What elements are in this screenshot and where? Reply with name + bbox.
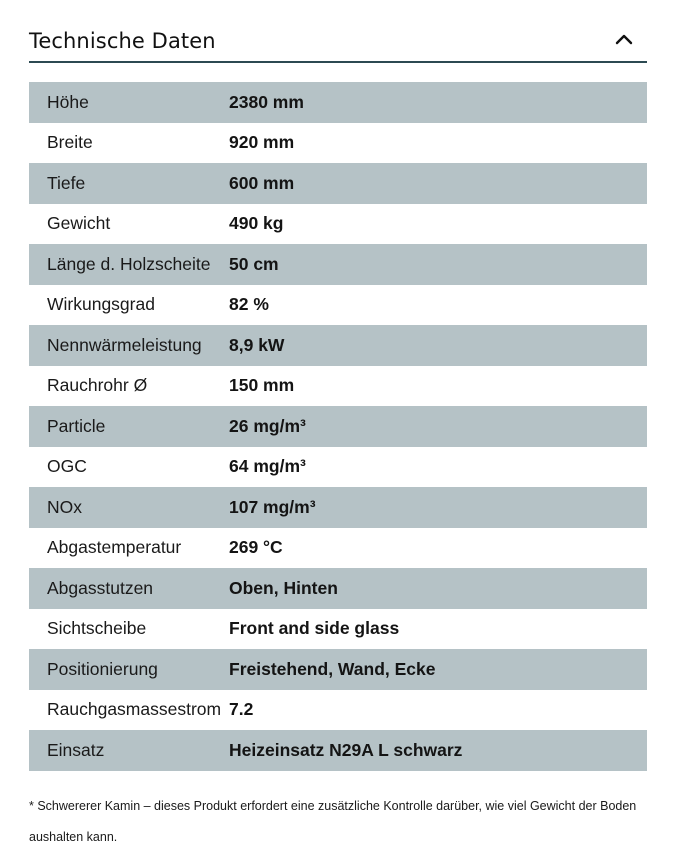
spec-value: 2380 mm (229, 91, 304, 112)
spec-row (29, 123, 647, 164)
footnote: * Schwererer Kamin – dieses Produkt erfordert eine zusätzliche Kontrolle darüber, wie viel Gewicht der Boden aushalten kann. (29, 798, 637, 844)
spec-label: Einsatz (47, 739, 105, 760)
spec-row (29, 325, 647, 366)
spec-label: Abgasstutzen (47, 577, 154, 598)
spec-value: 82 % (229, 294, 269, 315)
spec-value: Front and side glass (229, 618, 400, 639)
spec-row (29, 447, 647, 488)
spec-row (29, 82, 647, 123)
spec-value: 64 mg/m³ (229, 456, 306, 477)
spec-row (29, 366, 647, 407)
spec-label: Breite (47, 132, 93, 153)
spec-table (29, 82, 647, 771)
spec-label: Rauchgasmassestrom (47, 699, 222, 720)
spec-row (29, 730, 647, 771)
spec-row (29, 285, 647, 326)
spec-label: Höhe (47, 91, 89, 112)
spec-row (29, 204, 647, 245)
spec-value: 7.2 (229, 699, 254, 720)
spec-label: NOx (47, 496, 82, 517)
spec-value: 8,9 kW (229, 334, 285, 355)
spec-label: Länge d. Holzscheite (47, 253, 211, 274)
spec-value: Heizeinsatz N29A L schwarz (229, 739, 463, 760)
section-header-toggle[interactable] (29, 0, 647, 63)
spec-value: Oben, Hinten (229, 577, 338, 598)
spec-value: 50 cm (229, 253, 279, 274)
spec-label: Rauchrohr Ø (47, 375, 148, 396)
technical-data-section (29, 0, 647, 760)
section-title: Technische Daten (29, 29, 216, 53)
spec-value: 107 mg/m³ (229, 496, 316, 517)
spec-label: Wirkungsgrad (47, 294, 155, 315)
spec-row (29, 609, 647, 650)
chevron-up-icon[interactable] (615, 33, 633, 45)
spec-row (29, 649, 647, 690)
spec-row (29, 406, 647, 447)
spec-value: 269 °C (229, 537, 283, 558)
spec-label: OGC (47, 456, 87, 477)
spec-value: 150 mm (229, 375, 295, 396)
spec-row (29, 690, 647, 731)
spec-row (29, 568, 647, 609)
spec-label: Particle (47, 415, 106, 436)
spec-label: Abgastemperatur (47, 537, 182, 558)
spec-value: 920 mm (229, 132, 295, 153)
spec-value: 490 kg (229, 213, 284, 234)
spec-row (29, 487, 647, 528)
spec-row (29, 244, 647, 285)
spec-value: Freistehend, Wand, Ecke (229, 658, 436, 679)
spec-label: Positionierung (47, 658, 158, 679)
spec-label: Gewicht (47, 213, 111, 234)
spec-label: Tiefe (47, 172, 86, 193)
spec-row (29, 528, 647, 569)
spec-value: 600 mm (229, 172, 295, 193)
spec-row (29, 163, 647, 204)
spec-label: Nennwärmeleistung (47, 334, 202, 355)
spec-label: Sichtscheibe (47, 618, 147, 639)
spec-value: 26 mg/m³ (229, 415, 306, 436)
